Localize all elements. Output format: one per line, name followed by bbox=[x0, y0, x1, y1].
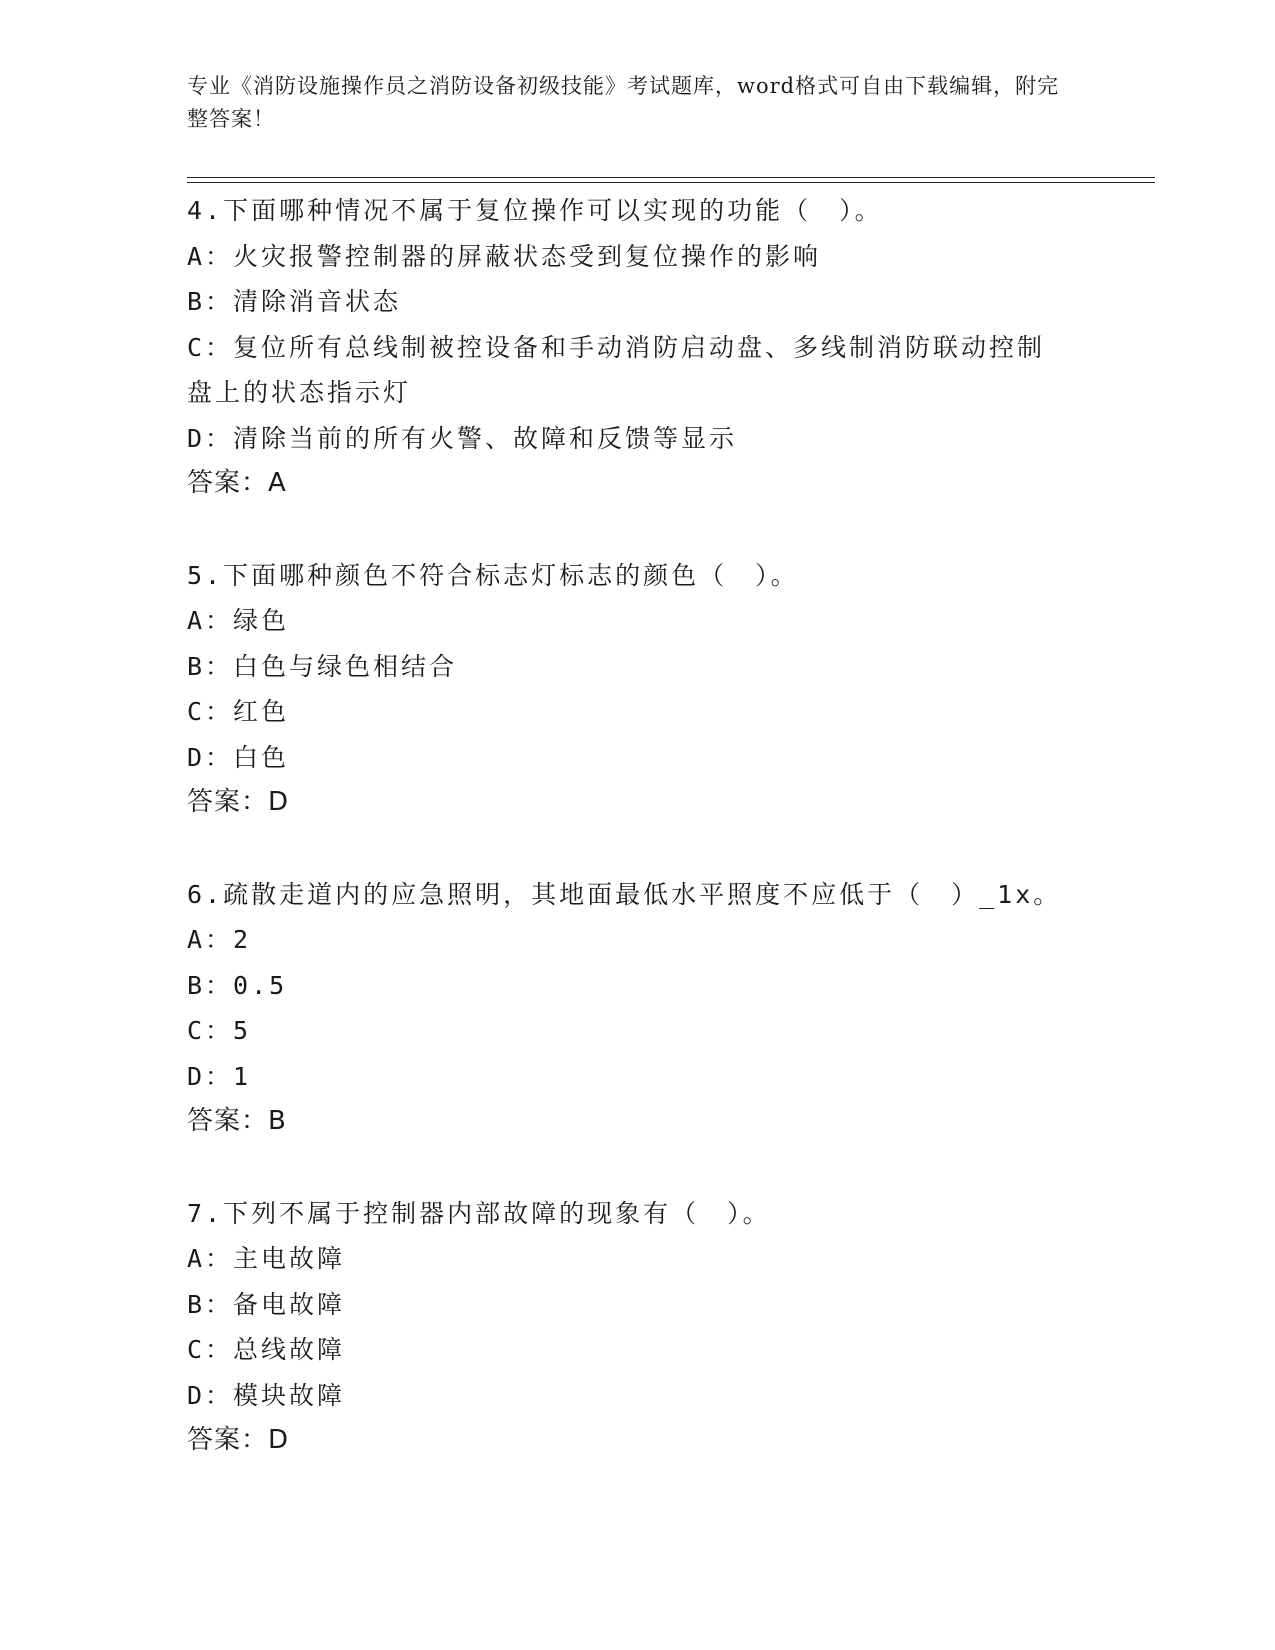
answer-text: 答案：D bbox=[187, 1425, 290, 1455]
question-stem: 6.疏散走道内的应急照明，其地面最低水平照度不应低于（ ）_1x。 bbox=[187, 879, 1062, 909]
option-b: B：白色与绿色相结合 bbox=[187, 651, 458, 681]
question-7 bbox=[187, 1191, 1087, 1464]
question-6 bbox=[187, 872, 1087, 1145]
option-c: C：复位所有总线制被控设备和手动消防启动盘、多线制消防联动控制盘上的状态指示灯 bbox=[187, 332, 1046, 407]
option-c: C：红色 bbox=[187, 697, 290, 726]
question-stem: 7.下列不属于控制器内部故障的现象有（ ）。 bbox=[187, 1198, 771, 1228]
document-header bbox=[187, 70, 1067, 136]
option-c: C：5 bbox=[187, 1016, 252, 1045]
option-d: D：1 bbox=[187, 1061, 252, 1091]
option-d: D：白色 bbox=[187, 742, 290, 772]
option-c: C：总线故障 bbox=[187, 1335, 346, 1364]
question-4 bbox=[187, 188, 1087, 507]
option-a: A：火灾报警控制器的屏蔽状态受到复位操作的影响 bbox=[187, 241, 822, 271]
option-a: A：主电故障 bbox=[187, 1244, 346, 1273]
option-d: D：清除当前的所有火警、故障和反馈等显示 bbox=[187, 423, 738, 453]
question-stem: 5.下面哪种颜色不符合标志灯标志的颜色（ ）。 bbox=[187, 560, 799, 590]
answer-text: 答案：B bbox=[187, 1106, 287, 1136]
option-d: D：模块故障 bbox=[187, 1380, 346, 1410]
header-divider-bottom bbox=[187, 182, 1155, 183]
answer-text: 答案：D bbox=[187, 787, 290, 817]
header-divider-top bbox=[187, 177, 1155, 178]
option-b: B：清除消音状态 bbox=[187, 287, 402, 316]
answer-text: 答案：A bbox=[187, 468, 287, 498]
option-a: A：绿色 bbox=[187, 606, 290, 635]
option-a: A：2 bbox=[187, 925, 252, 954]
question-list bbox=[187, 188, 1087, 1464]
question-5 bbox=[187, 553, 1087, 826]
question-stem: 4.下面哪种情况不属于复位操作可以实现的功能（ ）。 bbox=[187, 196, 883, 225]
option-b: B：备电故障 bbox=[187, 1289, 346, 1319]
option-b: B：0.5 bbox=[187, 970, 288, 1000]
header-intro-text: 专业《消防设施操作员之消防设备初级技能》考试题库，word格式可自由下载编辑，附完整答案！ bbox=[187, 74, 1060, 131]
